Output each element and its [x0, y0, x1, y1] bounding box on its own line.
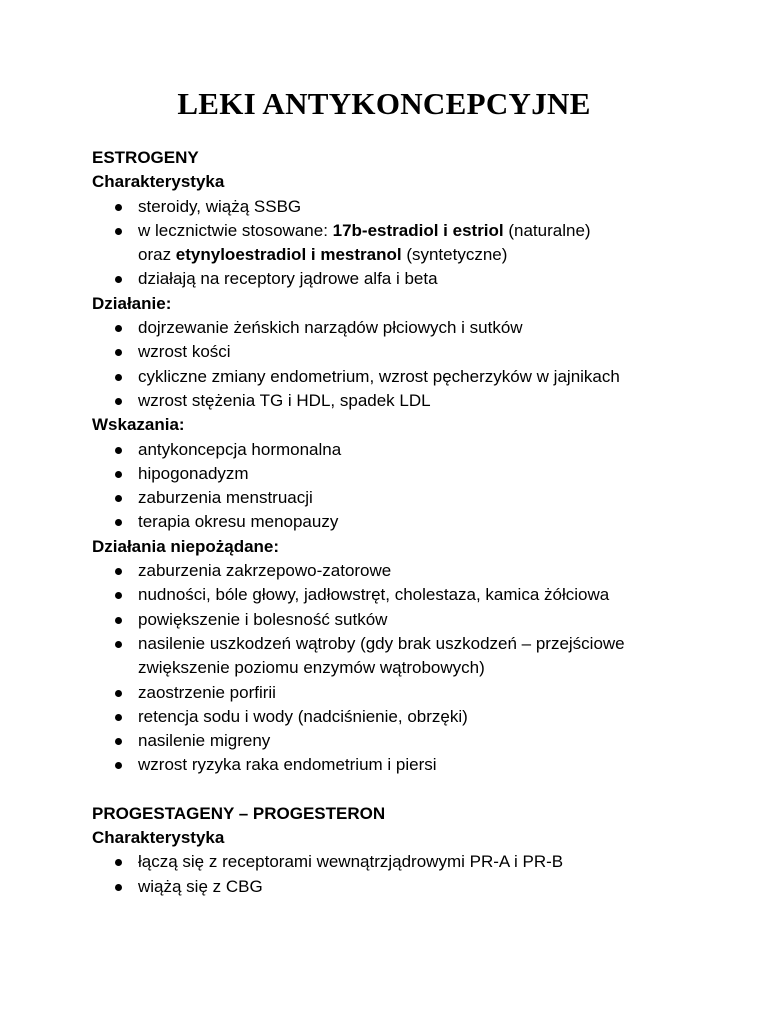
bullet-list-niepozadane: [92, 559, 712, 778]
text-run: (naturalne): [503, 220, 591, 240]
list-item: powiększenie i bolesność sutków: [92, 608, 712, 632]
list-item: łączą się z receptorami wewnątrzjądrowymi PR-A i PR-B: [92, 850, 712, 874]
bullet-list-wskazania: [92, 438, 712, 535]
subheading-charakterystyka: Charakterystyka: [92, 172, 225, 192]
list-item: nasilenie migreny: [92, 729, 712, 753]
subheading-charakterystyka-progestageny: Charakterystyka: [92, 828, 225, 848]
text-run: (syntetyczne): [401, 245, 508, 265]
list-item: hipogonadyzm: [92, 462, 712, 486]
list-item: wzrost kości: [92, 340, 712, 364]
list-item: wzrost stężenia TG i HDL, spadek LDL: [92, 389, 712, 413]
bullet-list-charakterystyka-progestageny: [92, 850, 712, 899]
subheading-dzialania-niepozadane: Działania niepożądane:: [92, 536, 280, 556]
list-item: terapia okresu menopauzy: [92, 510, 712, 534]
list-item: zaburzenia menstruacji: [92, 486, 712, 510]
list-item: zaburzenia zakrzepowo-zatorowe: [92, 559, 712, 583]
text-run: w lecznictwie stosowane:: [138, 220, 333, 240]
document-title: LEKI ANTYKONCEPCYJNE: [177, 86, 591, 121]
list-item: wiążą się z CBG: [92, 875, 712, 899]
section-heading-estrogeny: ESTROGENY: [92, 148, 199, 167]
bullet-list-charakterystyka: [92, 195, 712, 292]
list-item: zaostrzenie porfirii: [92, 681, 712, 705]
list-item: retencja sodu i wody (nadciśnienie, obrzęki): [92, 705, 712, 729]
bullet-list-dzialanie: [92, 316, 712, 413]
list-item: [92, 219, 712, 268]
list-item: dojrzewanie żeńskich narządów płciowych i sutków: [92, 316, 712, 340]
list-item: cykliczne zmiany endometrium, wzrost pęcherzyków w jajnikach: [92, 365, 712, 389]
list-item: steroidy, wiążą SSBG: [92, 195, 712, 219]
section-spacer: [92, 778, 712, 802]
subheading-wskazania: Wskazania:: [92, 415, 185, 435]
bold-text-run: etynyloestradiol i mestranol: [175, 245, 402, 265]
text-run: oraz: [138, 245, 176, 265]
list-item: wzrost ryzyka raka endometrium i piersi: [92, 753, 712, 777]
list-item: działają na receptory jądrowe alfa i beta: [92, 267, 712, 291]
section-heading-progestageny: PROGESTAGENY – PROGESTERON: [92, 803, 386, 823]
list-item: antykoncepcja hormonalna: [92, 438, 712, 462]
subheading-dzialanie: Działanie:: [92, 293, 172, 313]
list-item: nasilenie uszkodzeń wątroby (gdy brak uszkodzeń – przejściowe zwiększenie poziomu enzymów wątrobowych): [92, 632, 712, 681]
list-item: nudności, bóle głowy, jadłowstręt, cholestaza, kamica żółciowa: [92, 583, 712, 607]
document-content: [92, 146, 712, 899]
bold-text-run: 17b-estradiol i estriol: [332, 220, 504, 240]
